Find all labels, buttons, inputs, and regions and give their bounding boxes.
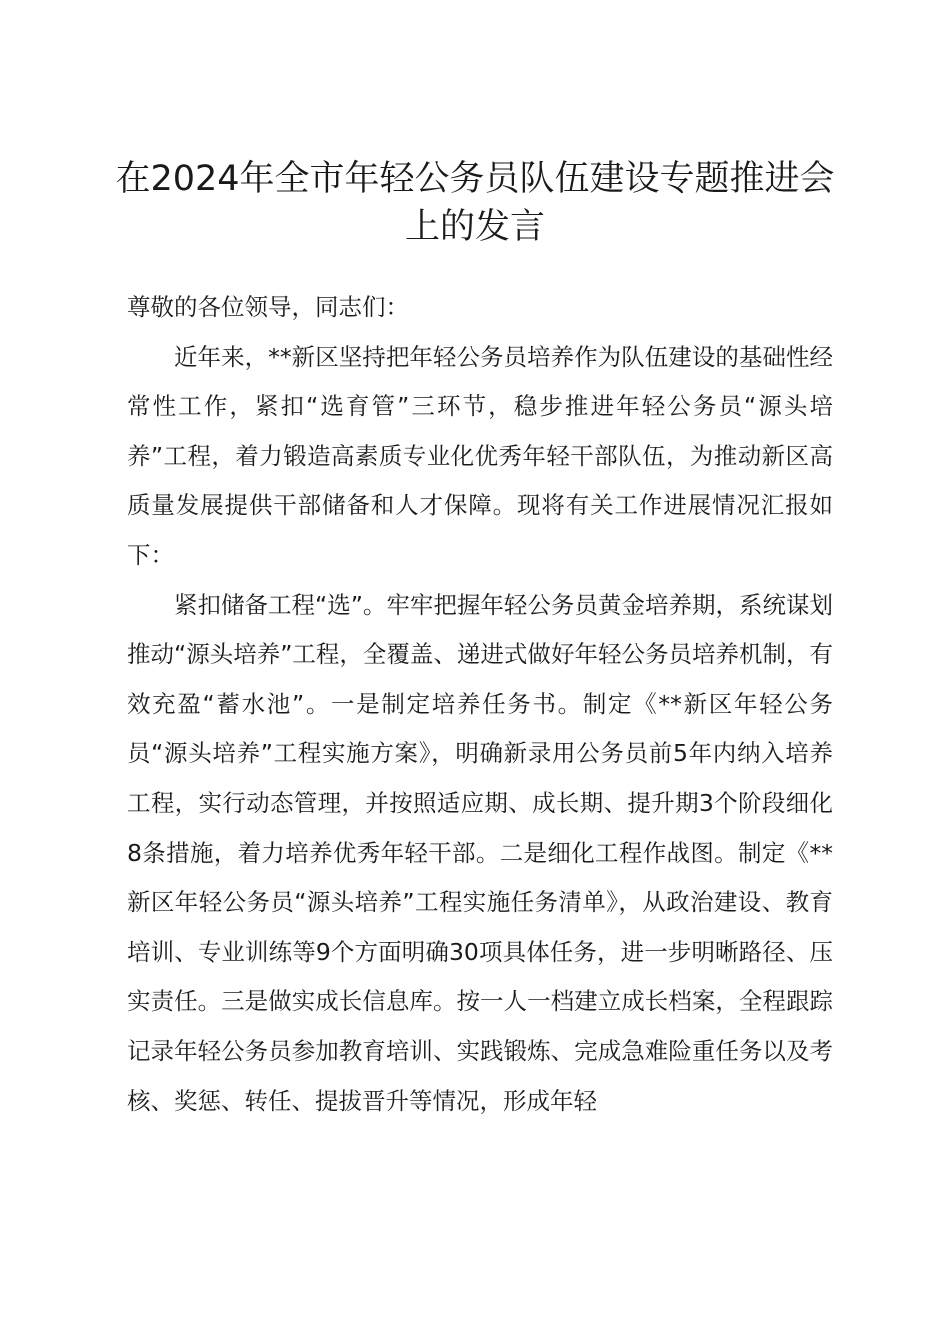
paragraph-intro: 近年来，**新区坚持把年轻公务员培养作为队伍建设的基础性经常性工作，紧扣“选育管”三环节，稳步推进年轻公务员“源头培养”工程，着力锻造高素质专业化优秀年轻干部队伍，为推动新区高质量发展提供干部储备和人才保障。现将有关工作进展情况汇报如下： (127, 342, 833, 569)
salutation: 尊敬的各位领导，同志们： (127, 293, 409, 321)
document-title: 在2024年全市年轻公务员队伍建设专题推进会上的发言 (115, 159, 835, 247)
document-body (127, 283, 833, 1126)
paragraph-selection: 紧扣储备工程“选”。牢牢把握年轻公务员黄金培养期，系统谋划推动“源头培养”工程，全覆盖、递进式做好年轻公务员培养机制，有效充盈“蓄水池”。一是制定培养任务书。制定《**新区年轻公务员“源头培养”工程实施方案》，明确新录用公务员前5年内纳入培养工程，实行动态管理，并按照适应期、成长期、提升期3个阶段细化8条措施，着力培养优秀年轻干部。二是细化工程作战图。制定《**新区年轻公务员“源头培养”工程实施任务清单》，从政治建设、教育培训、专业训练等9个方面明确30项具体任务，进一步明晰路径、压实责任。三是做实成长信息库。按一人一档建立成长档案，全程跟踪记录年轻公务员参加教育培训、实践锻炼、完成急难险重任务以及考核、奖惩、转任、提拔晋升等情况，形成年轻 (127, 590, 833, 1115)
